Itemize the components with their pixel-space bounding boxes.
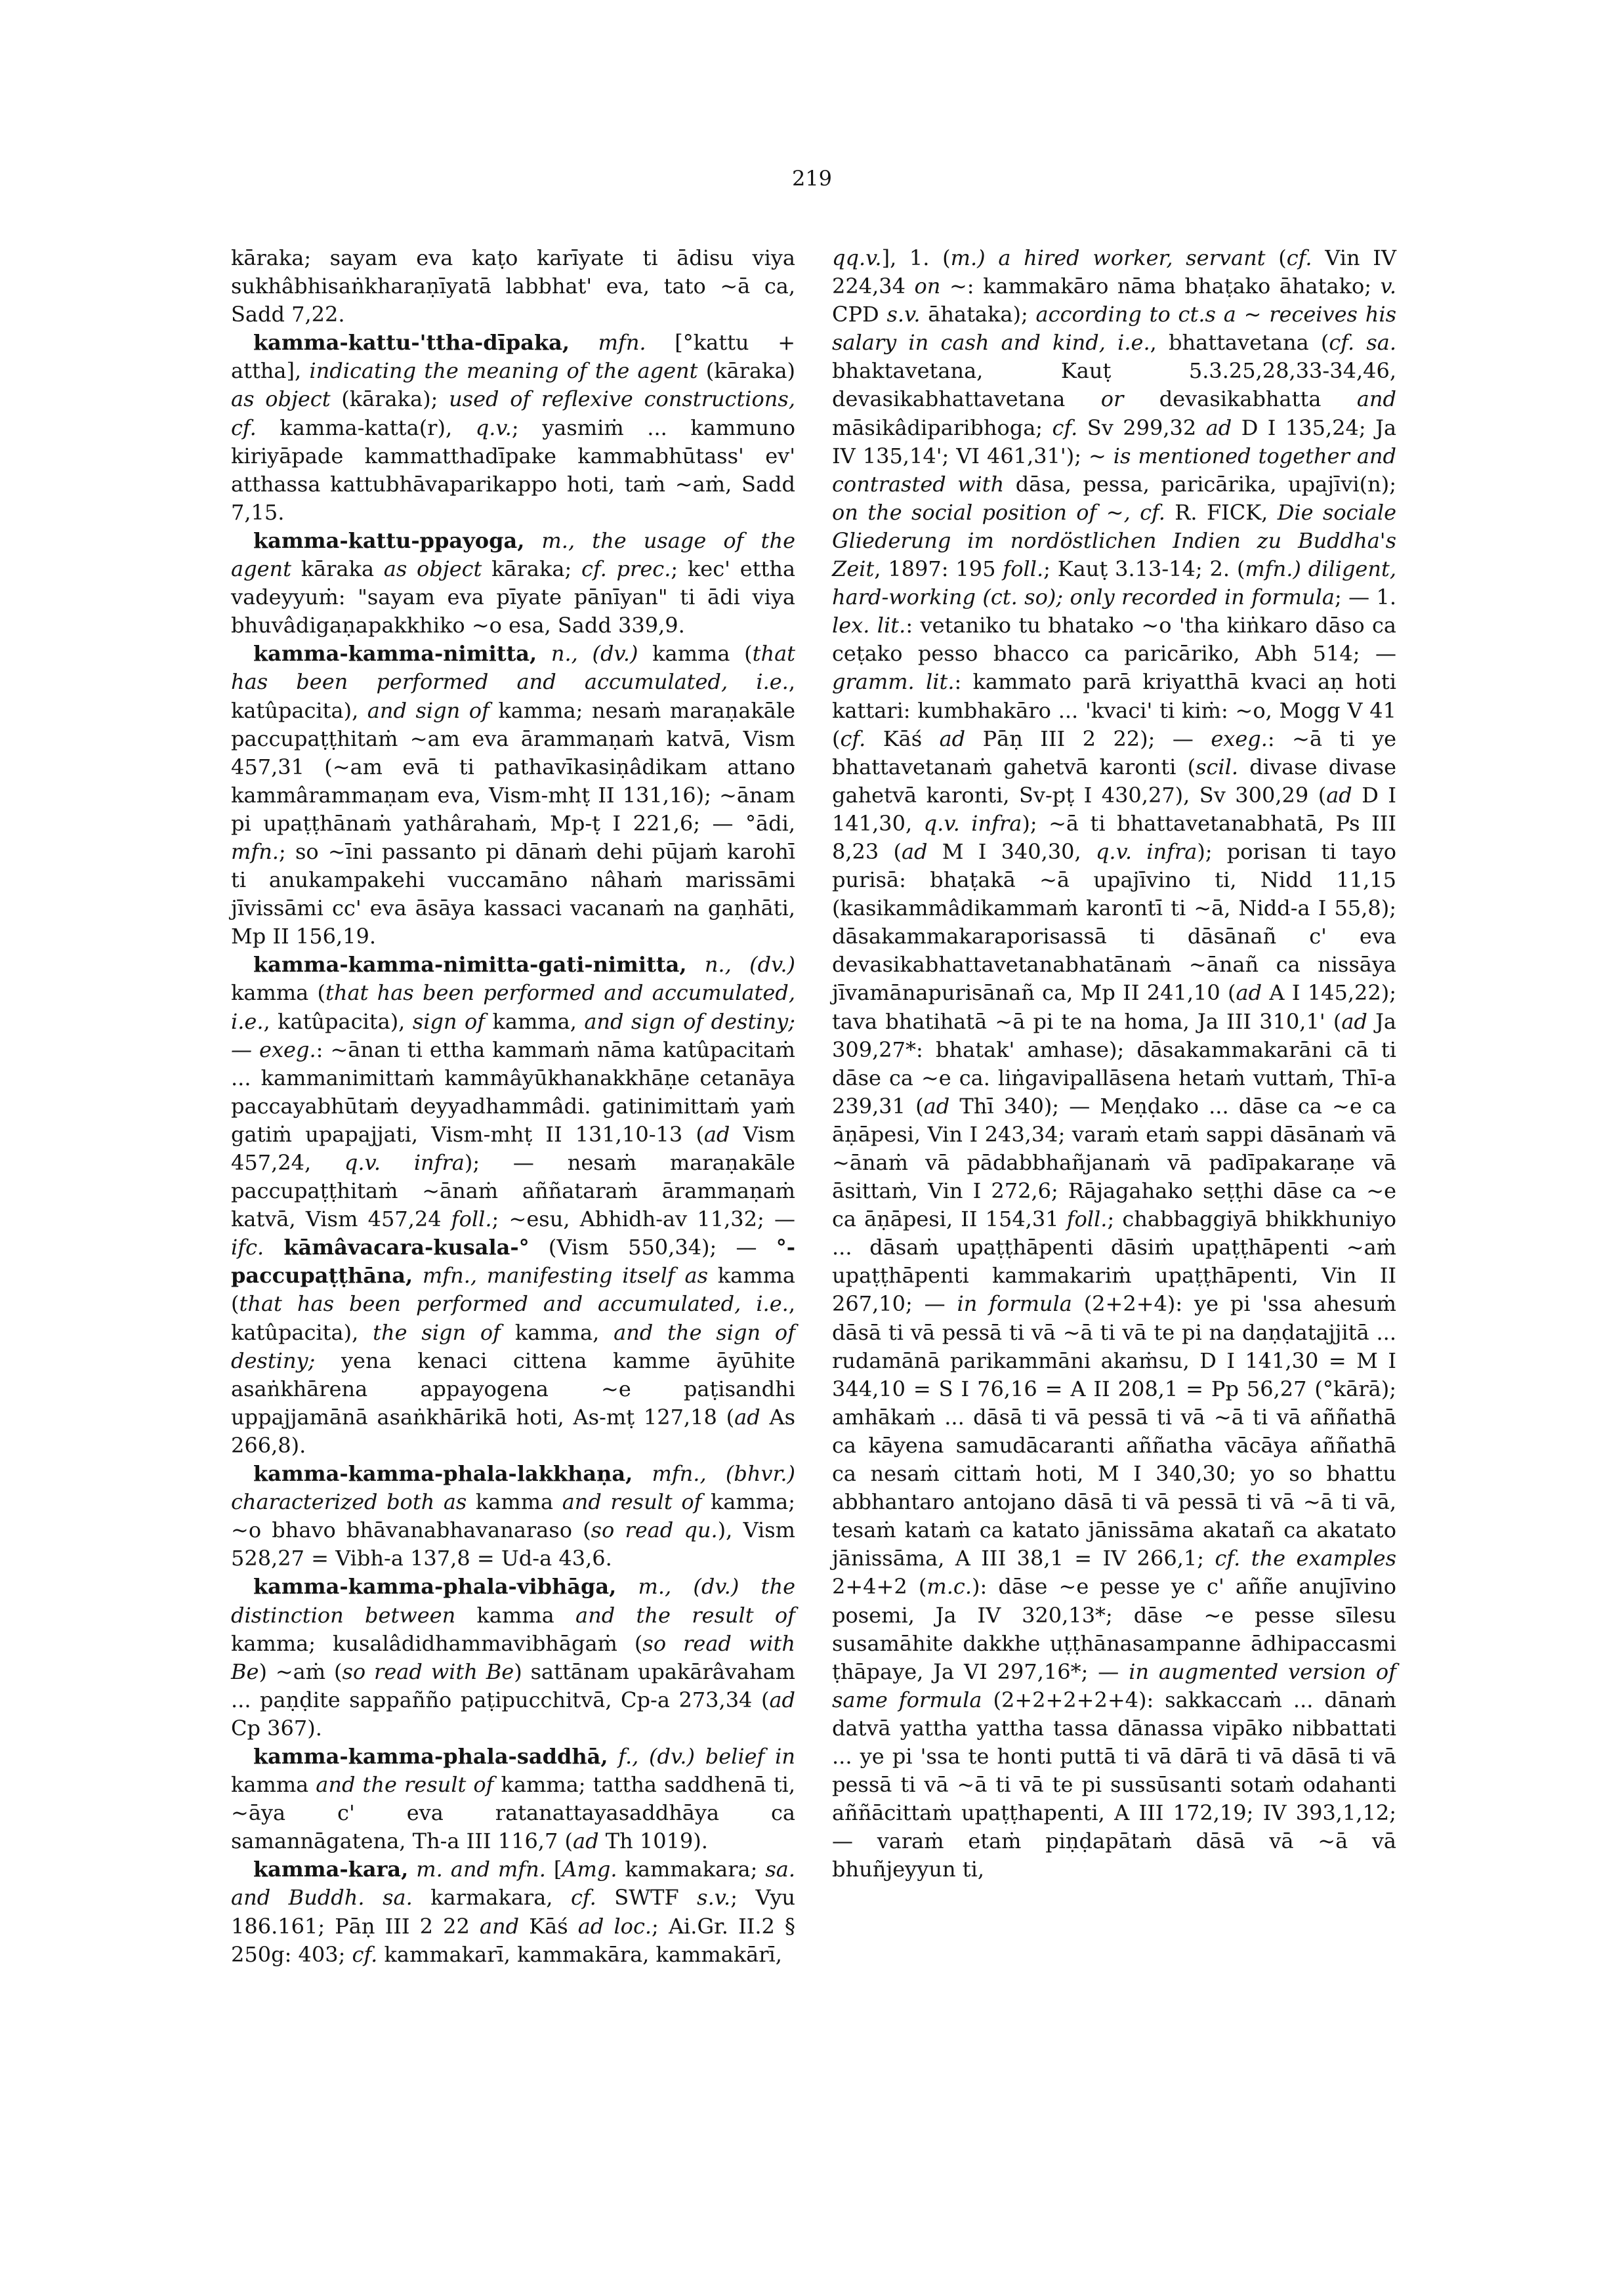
italic-gloss: so read qu. — [591, 1518, 718, 1543]
entry-text: āhataka); — [920, 302, 1036, 327]
italic-gloss: and the result of — [316, 1772, 494, 1798]
italic-gloss: and — [479, 1913, 520, 1939]
italic-gloss: and the sign of destiny; — [231, 1319, 796, 1373]
entry-text: ; — 1. — [1334, 585, 1397, 610]
entry-text: Kāś — [865, 726, 940, 751]
entry-text: kamma, — [501, 1319, 614, 1345]
left-column — [231, 244, 795, 1969]
entry-text: : vetaniko tu bhatako ~o 'tha kiṅkaro dāso ca ceṭako pesso bhacco ca paricāriko, Abh 514; — — [832, 613, 1397, 667]
dictionary-entry — [231, 1460, 795, 1573]
italic-gloss: m.c. — [927, 1574, 972, 1600]
entry-text: kamma; kusalâdidhammavibhāgaṁ ( — [231, 1630, 643, 1656]
entry-text: kamma — [455, 1602, 576, 1628]
entry-text: ), Vism 528,27 = Vibh-a 137,8 = Ud-a 43,6. — [231, 1518, 796, 1571]
italic-gloss: scil. — [1196, 754, 1239, 779]
entry-text: Sv 299,32 — [1077, 415, 1206, 440]
italic-gloss: ad — [734, 1404, 760, 1430]
italic-gloss: so read with Be — [342, 1659, 514, 1684]
entry-text: ; yasmiṁ ... kammuno kiriyāpade kammatthadīpake kammabhūtass' ev' atthassa kattubhāvaparikappo hoti, taṁ ~aṁ, Sadd 7,15. — [231, 415, 796, 525]
entry-text: , katûpacita), — [263, 1008, 413, 1034]
dictionary-entry — [231, 1855, 795, 1968]
entry-text: , katûpacita), — [231, 669, 795, 723]
entry-text: Vin IV 224,34 — [832, 245, 1397, 299]
entry-text: : kammato parā kriyatthā kvaci aṇ hoti kattari: kumbhakāro ... 'kvaci' ti kiṁ: ~o, Mogg V 41 ( — [832, 669, 1396, 751]
entry-text: devasikabhatta — [1123, 386, 1357, 412]
italic-gloss: and sign of — [367, 697, 489, 723]
entry-text: Th 1019). — [598, 1829, 708, 1854]
entry-text: dāsa, pessa, paricārika, upajīvi(n); — [1004, 471, 1397, 497]
italic-gloss: n., (dv.) — [537, 641, 638, 667]
entry-text: ; Kauṭ 3.13-14; 2. ( — [1043, 556, 1245, 582]
right-column — [832, 244, 1396, 1884]
italic-gloss: used of reflexive constructions, cf. — [231, 386, 796, 440]
headword: °-paccupaṭṭhāna, — [231, 1235, 796, 1289]
entry-text: , bhattavetana ( — [1150, 330, 1329, 356]
entry-text: divase divase gahetvā karonti, Sv-pṭ I 430,27), Sv 300,29 ( — [832, 754, 1396, 808]
italic-gloss: foll. — [451, 1207, 492, 1232]
entry-text: (kāraka); — [330, 386, 449, 412]
italic-gloss: cf. — [1052, 415, 1078, 440]
entry-text: [ — [545, 1857, 562, 1882]
entry-text: kamma-katta(r), — [256, 415, 476, 440]
italic-gloss: and result of — [562, 1489, 702, 1515]
italic-gloss: sa. and Buddh. sa. — [231, 1857, 796, 1911]
dictionary-entry — [231, 527, 795, 640]
entry-text: CPD — [832, 302, 887, 327]
entry-text: yena kenaci cittena kamme āyūhite asaṅkhārena appayogena ~e paṭisandhi uppajjamānā asaṅkhārikā hoti, As-mṭ 127,18 ( — [231, 1348, 795, 1430]
entry-text: bhaktavetana, Kauṭ 5.3.25,28,33-34,46, devasikabhattavetana — [832, 358, 1396, 412]
entry-text: ; chabbaggiyā bhikkhuniyo ... dāsaṁ upaṭṭhāpenti dāsiṁ upaṭṭhāpenti ~aṁ upaṭṭhāpenti kammakariṁ upaṭṭhāpenti, Vin II 267,10; — — [832, 1207, 1397, 1317]
italic-gloss: cf. prec. — [581, 556, 671, 582]
entry-text: (2+2+4): ye pi 'ssa ahesuṁ dāsā ti vā pessā ti vā ~ā ti vā te pi na daṇḍatajjitā ... rudamānā parikammāni akaṁsu, D I 141,30 = M I 344,10 = S I 76,16 = A II 208,1 = Pp 56,27 (°kārā); amhākaṁ ... dāsā ti vā pessā ti vā ~ā ti vā aññathā ca kāyena samudācaranti aññatha vācāya aññathā ca nesaṁ cittaṁ hoti, M I 340,30; yo so bhattu abbhantaro antojano dāsā ti vā pessā ti vā ~ā ti vā, tesaṁ kataṁ ca katato jānissāma akatañ ca akatato jānissāma, A III 38,1 = IV 266,1; — [832, 1291, 1397, 1571]
entry-text: [°kattu + attha], — [231, 330, 796, 384]
italic-gloss: m. and mfn. — [408, 1857, 546, 1882]
entry-text: (2+2+2+2+4): sakkaccaṁ ... dānaṁ datvā yattha yattha tassa dānassa vipāko nibbattati ... ye pi 'ssa te honti puttā ti vā dārā ti vā dāsā ti vā pessā ti vā ~ā ti vā te pi sussūsanti sotaṁ odahanti aññācittaṁ upaṭṭhapenti, A III 172,19; IV 393,1,12; — varaṁ etaṁ piṇḍapātaṁ dāsā vā ~ā vā bhuñjeyyun ti, — [832, 1687, 1397, 1882]
entry-text: ; kec' ettha vadeyyuṁ: "sayam eva pīyate pānīyan" ti ādi viya bhuvâdigaṇapakkhiko ~o esa, Sadd 339,9. — [231, 556, 796, 638]
entry-text: ): dāse ~e pesse ye c' aññe anujīvino posemi, Ja IV 320,13*; dāse ~e pesse sīlesu susamāhite dakkhe uṭṭhānasampanne ādhipaccasmi ṭhāpaye, Ja VI 297,16*; — — [832, 1574, 1397, 1684]
italic-gloss: lex. lit. — [832, 613, 906, 638]
entry-text: Pāṇ III 2 22); — — [965, 726, 1211, 751]
italic-gloss: ad — [769, 1687, 795, 1712]
headword: kamma-kamma-phala-vibhāga, — [253, 1574, 617, 1600]
entry-continuation — [832, 244, 1396, 1884]
entry-continuation — [231, 244, 795, 329]
italic-gloss: so read with Be — [231, 1630, 795, 1684]
page-number: 219 — [791, 166, 833, 191]
italic-gloss: ad — [1205, 415, 1232, 440]
entry-text: As 266,8). — [231, 1404, 796, 1458]
entry-text: , 1897: 195 — [874, 556, 1003, 582]
italic-gloss: or — [1100, 386, 1124, 412]
italic-gloss: cf. — [570, 1885, 596, 1911]
entry-text: kāraka; — [482, 556, 582, 582]
headword: kāmâvacara-kusala-° — [264, 1235, 530, 1260]
entry-text: ; so ~īni passanto pi dānaṁ dehi pūjaṁ karohī ti anukampakehi vuccamāno nâhaṁ marissāmi jīvissāmi cc' eva āsāya kassaci vacanaṁ na gaṇhāti, Mp II 156,19. — [231, 838, 795, 949]
italic-gloss: the sign of — [373, 1319, 501, 1345]
entry-text: kamma; ~o bhavo bhāvanabhavanaraso ( — [231, 1489, 796, 1543]
italic-gloss: cf. sa. — [1329, 330, 1396, 356]
headword: kamma-kara, — [253, 1857, 409, 1882]
italic-gloss: that has been performed and accumulated, i.e. — [239, 1291, 789, 1317]
entry-text: ~: kammakāro nāma bhaṭako āhatako; — [940, 274, 1381, 299]
entry-text: Ja 309,27*: bhatak' amhase); dāsakammakarāni cā ti dāse ca ~e ca. liṅgavipallāsena hetaṁ vuttaṁ, Thī-a 239,31 ( — [832, 1008, 1397, 1119]
italic-gloss: mfn., (bhvr.) characterized both as — [231, 1461, 795, 1515]
italic-gloss: v. — [1380, 274, 1396, 299]
italic-gloss: on the social position of ~, cf. — [832, 499, 1165, 525]
entry-text: ) ~aṁ ( — [259, 1659, 343, 1684]
headword: kamma-kamma-nimitta-gati-nimitta, — [253, 952, 687, 978]
italic-gloss: and sign of destiny; — exeg. — [231, 1008, 796, 1062]
italic-gloss: q.v. infra — [923, 810, 1022, 836]
italic-gloss: foll. — [1003, 556, 1044, 582]
italic-gloss: in formula — [957, 1291, 1072, 1317]
italic-gloss: ad — [939, 726, 966, 751]
entry-text: 2+4+2 ( — [832, 1574, 927, 1600]
entry-text: M I 340,30, — [927, 838, 1096, 864]
entry-text: kamma; nesaṁ maraṇakāle paccupaṭṭhitaṁ ~am eva ārammaṇaṁ katvā, Vism 457,31 (~am evā ti pathavīkasiṇâdikam attano kammârammaṇam eva, Vism-mhṭ II 131,16); ~ānam pi upaṭṭhānaṁ yathârahaṁ, Mp-ṭ I 221,6; — °ādi, — [231, 697, 795, 836]
entry-text: R. FICK, — [1165, 499, 1278, 525]
entry-text: ; ~esu, Abhidh-av 11,32; — — [491, 1207, 796, 1232]
entry-text: kamma ( — [231, 1263, 796, 1317]
entry-text: : ~ānan ti ettha kammaṁ nāma katûpacitaṁ ... kammanimittaṁ kammâyūkhanakkhāṇe cetanāya paccayabhūtaṁ deyyadhammâdi. gatinimittaṁ yaṁ gatiṁ upapajjati, Vism-mhṭ II 131,10-13 ( — [231, 1037, 796, 1147]
entry-text: māsikâdiparibhoga; — [832, 415, 1052, 440]
italic-gloss: mfn. — [231, 838, 279, 864]
italic-gloss: on — [914, 274, 941, 299]
entry-text: ); porisan ti tayo purisā: bhaṭakā ~ā upajīvino ti, Nidd 11,15 (kasikammâdikammaṁ karontī ti ~ā, Nidd-a I 55,8); dāsakammakaraporisassā ti dāsānañ c' eva devasikabhattavetanabhatānaṁ ~ānañ ca nissāya jīvamānapurisānañ ca, Mp II 241,10 ( — [832, 838, 1397, 1006]
headword: kamma-kamma-phala-lakkhaṇa, — [253, 1461, 633, 1487]
entry-text: kamma — [231, 1772, 316, 1798]
italic-gloss: Amg. — [562, 1857, 617, 1882]
italic-gloss: f., (dv.) belief in — [608, 1743, 795, 1769]
italic-gloss: exeg. — [1211, 726, 1268, 751]
italic-gloss: m., the usage of the agent — [231, 527, 795, 582]
italic-gloss: cf. — [1286, 245, 1312, 270]
italic-gloss: ad — [703, 1121, 730, 1147]
italic-gloss: s.v. — [697, 1885, 731, 1911]
dictionary-entry — [231, 1743, 795, 1855]
italic-gloss: mfn.) diligent, hard-working (ct. so); only recorded in formula — [832, 556, 1396, 610]
italic-gloss: indicating the meaning of the agent — [309, 358, 698, 384]
entry-text: (kāraka) — [697, 358, 795, 384]
italic-gloss: gramm. lit. — [832, 669, 955, 695]
entry-text: Vism 457,24, — [231, 1121, 796, 1175]
entry-text: (Vism 550,34); — — [529, 1235, 776, 1260]
italic-gloss: ad — [901, 838, 928, 864]
entry-text: kammakarī, kammakāra, kammakārī, — [377, 1941, 782, 1967]
italic-gloss: and the result of — [575, 1602, 796, 1628]
headword: kamma-kattu-ppayoga, — [253, 527, 525, 553]
italic-gloss: mfn. — [569, 330, 646, 356]
italic-gloss: q.v. infra — [344, 1150, 465, 1175]
entry-text: kammakara; — [617, 1857, 766, 1882]
italic-gloss: s.v. — [886, 302, 921, 327]
entry-text: SWTF — [596, 1885, 697, 1911]
italic-gloss: n., (dv.) — [686, 952, 795, 978]
italic-gloss: Die sociale Gliederung im nordöstlichen Indien zu Buddha's Zeit — [832, 499, 1397, 582]
italic-gloss: ad — [1236, 980, 1262, 1006]
dictionary-entry — [231, 329, 795, 527]
entry-text: D I 141,30, — [832, 782, 1397, 836]
entry-text: kāraka; sayam eva kaṭo karīyate ti ādisu viya sukhâbhisaṅkharaṇīyatā labbhat' eva, tato ~ā ca, Sadd 7,22. — [231, 245, 795, 327]
italic-gloss: m., (dv.) the distinction between — [231, 1574, 795, 1628]
entry-text: ; Ai.Gr. II.2 § 250g: 403; — [231, 1913, 796, 1967]
entry-text: kamma, — [485, 1008, 585, 1034]
entry-text: D I 135,24; Ja IV 135,14'; VI 461,31'); — [832, 415, 1397, 468]
italic-gloss: as object — [231, 386, 331, 412]
dictionary-entry — [231, 1573, 795, 1743]
italic-gloss: ~ is mentioned together and contrasted with — [832, 443, 1396, 497]
italic-gloss: that has been performed and accumulated, i.e. — [231, 980, 796, 1034]
italic-gloss: in augmented version of same formula — [832, 1659, 1397, 1712]
entry-text: kamma — [467, 1489, 562, 1515]
entry-text: Thī 340); — Meṇḍako ... dāse ca ~e ca āṇāpesi, Vin I 243,34; varaṁ etaṁ sappi dāsānaṁ vā ~ānaṁ vā pādabbhañjanaṁ vā padīpakaraṇe vā āsittaṁ, Vin I 272,6; Rājagahako seṭṭhi dāse ca ~e ca āṇāpesi, II 154,31 — [832, 1093, 1397, 1232]
italic-gloss: mfn., manifesting itself as — [413, 1263, 709, 1289]
entry-text: ; Vyu 186.161; Pāṇ III 2 22 — [231, 1885, 796, 1939]
dictionary-entry — [231, 951, 795, 1460]
entry-text: kāraka — [291, 556, 384, 582]
italic-gloss: ad — [1326, 782, 1352, 808]
italic-gloss: ifc. — [231, 1235, 264, 1260]
italic-gloss: ad — [572, 1829, 599, 1854]
entry-text: , katûpacita), — [231, 1291, 795, 1345]
entry-text: A I 145,22); tava bhatihatā ~ā pi te na homa, Ja III 310,1' ( — [832, 980, 1397, 1034]
italic-gloss: cf. — [352, 1941, 378, 1967]
entry-text: kamma; tattha saddhenā ti, ~āya c' eva ratanattayasaddhāya ca samannāgatena, Th-a III 116,7 ( — [231, 1772, 796, 1854]
entry-text: kamma ( — [231, 980, 325, 1006]
headword: kamma-kamma-nimitta, — [253, 641, 537, 667]
entry-text: ) sattānam upakārâvaham ... paṇḍite sappañño paṭipucchitvā, Cp-a 273,34 ( — [231, 1659, 796, 1712]
italic-gloss: as object — [383, 556, 482, 582]
italic-gloss: cf. the examples — [1215, 1546, 1397, 1571]
entry-text: ( — [1265, 245, 1287, 270]
entry-text: karmakara, — [412, 1885, 571, 1911]
italic-gloss: ad loc. — [577, 1913, 652, 1939]
headword: kamma-kamma-phala-saddhā, — [253, 1743, 608, 1769]
italic-gloss: sign of — [412, 1008, 486, 1034]
italic-gloss: m.) a hired worker, servant — [950, 245, 1266, 270]
entry-text: Kāś — [519, 1913, 578, 1939]
italic-gloss: ad — [1341, 1008, 1367, 1034]
italic-gloss: that has been performed and accumulated, i.e. — [231, 641, 796, 695]
italic-gloss: and — [1356, 386, 1397, 412]
italic-gloss: according to ct.s a ~ receives his salary in cash and kind, i.e. — [832, 302, 1397, 356]
entry-text: ); — nesaṁ maraṇakāle paccupaṭṭhitaṁ ~ānaṁ aññataraṁ ārammaṇaṁ katvā, Vism 457,24 — [231, 1150, 795, 1232]
italic-gloss: foll. — [1066, 1207, 1108, 1232]
entry-text: Cp 367). — [231, 1715, 322, 1741]
entry-text: kamma ( — [638, 641, 753, 667]
italic-gloss: ad — [923, 1093, 950, 1119]
entry-text: : ~ā ti ye bhattavetanaṁ gahetvā karonti ( — [832, 726, 1397, 779]
entry-text: ); ~ā ti bhattavetanabhatā, Ps III 8,23 ( — [832, 810, 1397, 864]
italic-gloss: cf. — [840, 726, 866, 751]
dictionary-entry — [231, 640, 795, 951]
entry-text: ], 1. ( — [881, 245, 951, 270]
italic-gloss: q.v. — [475, 415, 512, 440]
headword: kamma-kattu-'ttha-dīpaka, — [253, 330, 570, 356]
italic-gloss: qq.v. — [832, 245, 882, 270]
italic-gloss: q.v. infra — [1095, 838, 1197, 864]
